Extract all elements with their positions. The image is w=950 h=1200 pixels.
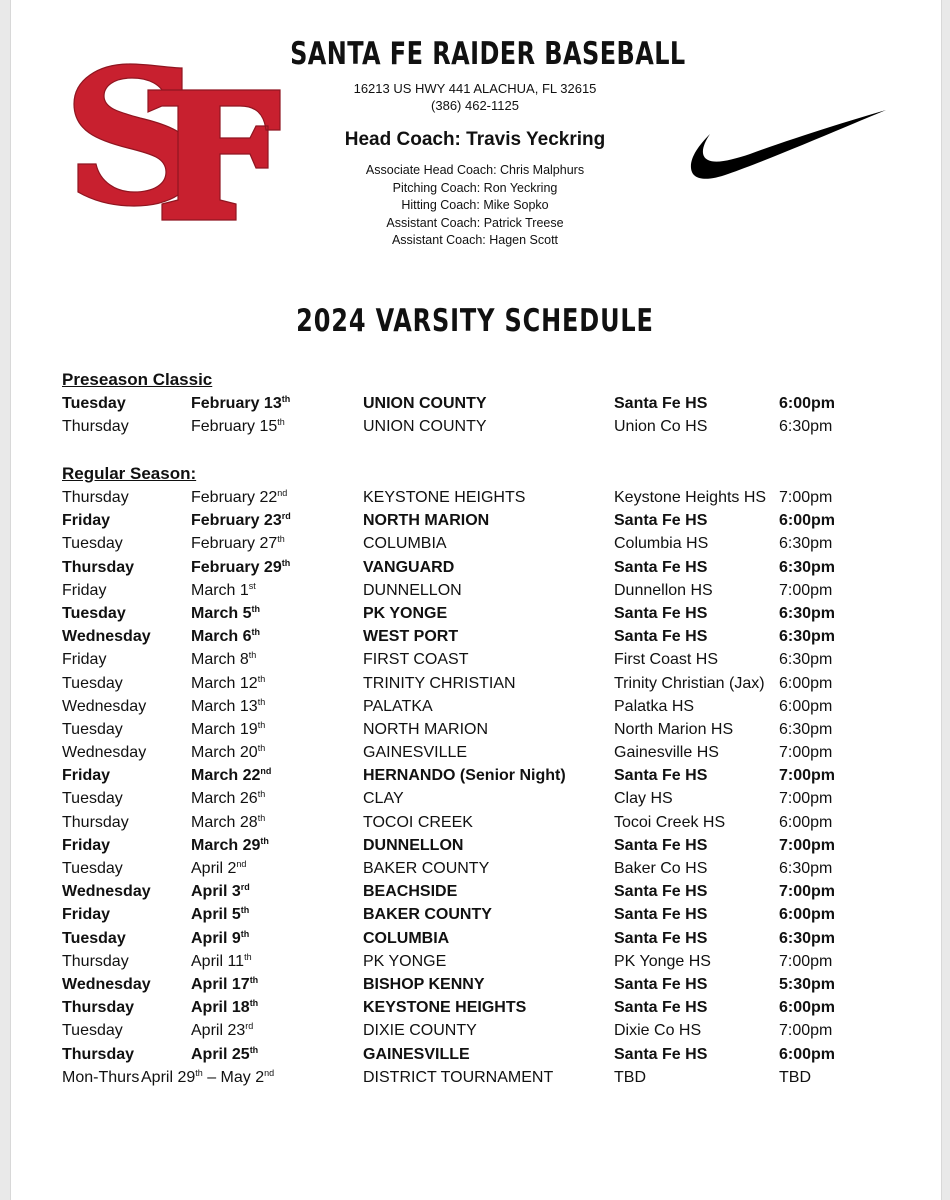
schedule-row: [0, 486, 950, 509]
game-opponent: COLUMBIA: [363, 535, 447, 553]
schedule-row: [0, 648, 950, 671]
schedule-row: [0, 1043, 950, 1066]
schedule-row: [0, 1019, 950, 1042]
game-opponent: TRINITY CHRISTIAN: [363, 674, 516, 692]
schedule-title: 2024 VARSITY SCHEDULE: [296, 303, 654, 339]
schedule-row: [0, 903, 950, 926]
game-location: First Coast HS: [614, 651, 719, 669]
date-suffix: nd: [260, 766, 272, 777]
game-opponent: WEST PORT: [363, 628, 459, 646]
game-location: Columbia HS: [614, 535, 709, 553]
sf-logo: [70, 60, 285, 230]
game-location: Dixie Co HS: [614, 1022, 702, 1040]
game-day: Thursday: [62, 1045, 135, 1063]
schedule-row: [0, 509, 950, 532]
game-date: March 19th: [191, 719, 266, 738]
game-time: 6:00pm: [779, 512, 836, 530]
game-time: 6:00pm: [779, 674, 833, 692]
game-opponent: UNION COUNTY: [363, 395, 487, 412]
game-opponent: DISTRICT TOURNAMENT: [363, 1068, 554, 1086]
game-day: Tuesday: [62, 790, 123, 808]
game-day: Tuesday: [62, 1022, 123, 1040]
game-date: March 8th: [191, 650, 257, 669]
game-opponent: PK YONGE: [363, 952, 447, 970]
game-date: April 5th: [191, 905, 250, 924]
game-time: 7:00pm: [779, 1022, 833, 1040]
game-day: Friday: [62, 906, 111, 924]
schedule-row: [0, 556, 950, 579]
game-date: February 27th: [191, 534, 285, 553]
game-time: 6:00pm: [779, 697, 833, 715]
game-location: Baker Co HS: [614, 860, 708, 877]
game-opponent: CLAY: [363, 790, 404, 808]
date-suffix: nd: [264, 1067, 275, 1078]
game-time: 7:00pm: [779, 952, 833, 970]
schedule-row: [0, 880, 950, 903]
game-opponent: BAKER COUNTY: [363, 906, 492, 924]
schedule-row: [0, 787, 950, 810]
date-suffix: nd: [277, 488, 288, 498]
schedule-row: [0, 811, 950, 834]
schedule-row: [0, 625, 950, 648]
game-opponent: VANGUARD: [363, 558, 455, 576]
game-date: February 13th: [191, 394, 291, 412]
schedule-row: [0, 602, 950, 625]
schedule-row: [0, 579, 950, 602]
game-date: April 2nd: [191, 859, 247, 877]
game-day: Friday: [62, 581, 107, 599]
game-date: March 1st: [191, 580, 256, 599]
game-time: 6:00pm: [779, 906, 836, 924]
game-day: Thursday: [62, 952, 129, 970]
game-location: Santa Fe HS: [614, 883, 708, 901]
game-date: March 13th: [191, 696, 266, 715]
swoosh-icon: [688, 108, 888, 188]
game-day: Tuesday: [62, 860, 123, 877]
game-location: Keystone Heights HS: [614, 489, 767, 506]
date-suffix: th: [257, 696, 266, 707]
date-suffix: th: [249, 998, 259, 1009]
schedule-row: [0, 764, 950, 787]
game-location: Santa Fe HS: [614, 512, 708, 530]
game-opponent: PK YONGE: [363, 604, 448, 622]
game-location: Palatka HS: [614, 697, 695, 715]
game-date: April 3rd: [191, 882, 250, 901]
schedule-row: [0, 996, 950, 1019]
game-time: 6:30pm: [779, 558, 836, 576]
game-location: Santa Fe HS: [614, 558, 708, 576]
regular-season-title: Regular Season:: [62, 464, 197, 483]
game-date: April 18th: [191, 998, 259, 1017]
game-time: 7:00pm: [779, 489, 833, 506]
staff-line: Hitting Coach: Mike Sopko: [401, 198, 549, 213]
game-day: Thursday: [62, 999, 135, 1017]
phone-number: (386) 462-1125: [431, 98, 519, 113]
game-opponent: DUNNELLON: [363, 581, 462, 599]
game-time: 7:00pm: [779, 836, 836, 854]
date-suffix: th: [240, 928, 250, 939]
game-opponent: GAINESVILLE: [363, 1045, 470, 1063]
game-opponent: DUNNELLON: [363, 836, 464, 854]
game-day: Tuesday: [62, 929, 126, 947]
schedule-row: [0, 857, 950, 880]
game-date: April 9th: [191, 928, 250, 947]
date-suffix: th: [244, 951, 252, 962]
game-time: 6:30pm: [779, 418, 833, 436]
game-time: 7:00pm: [779, 790, 833, 808]
date-suffix: th: [257, 743, 266, 754]
preseason-games: [0, 392, 950, 438]
game-date: March 5th: [191, 603, 260, 622]
game-opponent: GAINESVILLE: [363, 744, 468, 762]
game-day: Friday: [62, 767, 111, 785]
game-location: Santa Fe HS: [614, 604, 708, 622]
game-day: Wednesday: [62, 628, 151, 646]
game-time: 6:00pm: [779, 1045, 836, 1063]
game-opponent: BAKER COUNTY: [363, 860, 490, 877]
game-time: 6:00pm: [779, 999, 836, 1017]
date-suffix: rd: [245, 1021, 254, 1032]
date-suffix: th: [277, 534, 285, 545]
game-day: Wednesday: [62, 883, 151, 901]
game-day: Thursday: [62, 558, 135, 576]
game-location: Dunnellon HS: [614, 581, 713, 599]
date-suffix: th: [249, 1044, 259, 1055]
game-location: Tocoi Creek HS: [614, 813, 726, 831]
game-opponent: KEYSTONE HEIGHTS: [363, 489, 526, 506]
coaching-staff: [260, 162, 690, 250]
staff-line: Assistant Coach: Hagen Scott: [391, 233, 559, 248]
game-day: Tuesday: [62, 720, 123, 738]
game-opponent: HERNANDO (Senior Night): [363, 767, 566, 785]
game-day: Tuesday: [62, 395, 126, 412]
game-date: March 22nd: [191, 766, 272, 785]
game-date: April 29th – May 2nd: [141, 1067, 275, 1086]
game-opponent: COLUMBIA: [363, 929, 450, 947]
head-coach: Head Coach: Travis Yeckring: [344, 129, 606, 150]
game-date: February 29th: [191, 557, 291, 576]
schedule-row: [0, 415, 950, 438]
game-location: Santa Fe HS: [614, 1045, 708, 1063]
game-day: Mon-Thurs: [62, 1068, 140, 1086]
date-suffix: th: [281, 557, 291, 568]
schedule-row: [0, 927, 950, 950]
staff-line: Assistant Coach: Patrick Treese: [386, 215, 564, 230]
game-day: Thursday: [62, 813, 129, 831]
game-location: Santa Fe HS: [614, 975, 708, 993]
schedule-row: [0, 973, 950, 996]
game-time: TBD: [779, 1068, 811, 1086]
game-date: March 20th: [191, 743, 266, 762]
date-suffix: th: [251, 603, 260, 614]
regular-season-games: [0, 486, 950, 1089]
game-location: Santa Fe HS: [614, 836, 708, 854]
game-day: Wednesday: [62, 697, 147, 715]
game-day: Tuesday: [62, 535, 123, 553]
game-time: 6:30pm: [779, 628, 836, 646]
game-opponent: DIXIE COUNTY: [363, 1022, 477, 1040]
game-location: PK Yonge HS: [614, 952, 711, 970]
date-suffix: rd: [240, 882, 250, 893]
game-date: April 11th: [191, 951, 252, 970]
schedule-row: [0, 392, 950, 415]
date-suffix: th: [257, 812, 266, 823]
schedule-row: [0, 950, 950, 973]
game-time: 6:30pm: [779, 929, 836, 947]
game-time: 6:30pm: [779, 604, 836, 622]
game-day: Friday: [62, 651, 107, 669]
schedule-row: [0, 672, 950, 695]
game-day: Friday: [62, 512, 111, 530]
game-day: Thursday: [62, 489, 129, 506]
date-suffix: st: [248, 580, 256, 591]
game-location: Trinity Christian (Jax): [614, 674, 765, 692]
date-suffix: th: [240, 905, 250, 916]
game-date: April 23rd: [191, 1021, 254, 1040]
game-opponent: BEACHSIDE: [363, 883, 458, 901]
game-time: 6:00pm: [779, 813, 833, 831]
game-date: March 29th: [191, 835, 269, 854]
date-suffix: th: [257, 673, 266, 684]
game-opponent: BISHOP KENNY: [363, 975, 485, 993]
game-location: Union Co HS: [614, 418, 708, 436]
game-time: 7:00pm: [779, 883, 836, 901]
game-location: Santa Fe HS: [614, 767, 708, 785]
date-suffix: th: [277, 417, 285, 428]
game-opponent: KEYSTONE HEIGHTS: [363, 999, 527, 1017]
game-date: February 23rd: [191, 511, 291, 530]
game-location: Santa Fe HS: [614, 999, 708, 1017]
game-time: 7:00pm: [779, 767, 836, 785]
game-time: 6:30pm: [779, 535, 833, 553]
staff-line: Associate Head Coach: Chris Malphurs: [365, 163, 585, 177]
date-suffix: th: [260, 835, 269, 846]
date-suffix: th: [281, 394, 291, 404]
schedule-row: [0, 695, 950, 718]
game-location: Clay HS: [614, 790, 673, 808]
staff-line: Pitching Coach: Ron Yeckring: [392, 180, 558, 195]
game-location: Gainesville HS: [614, 744, 719, 762]
game-day: Wednesday: [62, 975, 151, 993]
game-location: Santa Fe HS: [614, 929, 708, 947]
schedule-row: [0, 718, 950, 741]
date-suffix: th: [257, 719, 266, 730]
date-suffix: nd: [236, 859, 247, 869]
game-time: 6:30pm: [779, 651, 833, 669]
header: [260, 34, 690, 250]
game-date: April 17th: [191, 974, 259, 993]
game-date: March 6th: [191, 627, 260, 646]
game-date: March 28th: [191, 812, 266, 831]
schedule-row: [0, 741, 950, 764]
game-date: February 22nd: [191, 488, 288, 506]
game-location: TBD: [614, 1068, 646, 1086]
game-time: 5:30pm: [779, 975, 836, 993]
game-date: February 15th: [191, 417, 285, 436]
date-suffix: th: [248, 650, 257, 661]
schedule-row-tournament: [0, 1066, 950, 1089]
game-day: Tuesday: [62, 604, 126, 622]
game-date: March 12th: [191, 673, 266, 692]
game-time: 7:00pm: [779, 581, 833, 599]
game-opponent: NORTH MARION: [363, 720, 489, 738]
game-location: North Marion HS: [614, 720, 734, 738]
date-suffix: th: [195, 1067, 203, 1078]
game-time: 6:00pm: [779, 395, 836, 412]
team-name: SANTA FE RAIDER BASEBALL: [290, 36, 686, 72]
date-suffix: th: [251, 627, 260, 638]
game-time: 6:30pm: [779, 720, 833, 738]
game-opponent: FIRST COAST: [363, 651, 469, 669]
game-opponent: PALATKA: [363, 697, 433, 715]
address: 16213 US HWY 441 ALACHUA, FL 32615: [353, 81, 597, 96]
game-date: April 25th: [191, 1044, 259, 1063]
game-location: Santa Fe HS: [614, 628, 708, 646]
game-date: March 26th: [191, 789, 266, 808]
schedule-row: [0, 834, 950, 857]
game-day: Tuesday: [62, 674, 123, 692]
schedule-row: [0, 532, 950, 555]
date-suffix: th: [249, 974, 259, 985]
game-opponent: NORTH MARION: [363, 512, 490, 530]
game-opponent: TOCOI CREEK: [363, 813, 473, 831]
date-suffix: rd: [281, 511, 291, 522]
game-location: Santa Fe HS: [614, 906, 708, 924]
preseason-title: Preseason Classic: [62, 370, 213, 389]
game-location: Santa Fe HS: [614, 395, 708, 412]
game-time: 6:30pm: [779, 860, 833, 877]
game-time: 7:00pm: [779, 744, 833, 762]
game-opponent: UNION COUNTY: [363, 418, 487, 436]
date-suffix: th: [257, 789, 266, 800]
game-day: Wednesday: [62, 744, 147, 762]
game-day: Thursday: [62, 418, 129, 436]
game-day: Friday: [62, 836, 111, 854]
